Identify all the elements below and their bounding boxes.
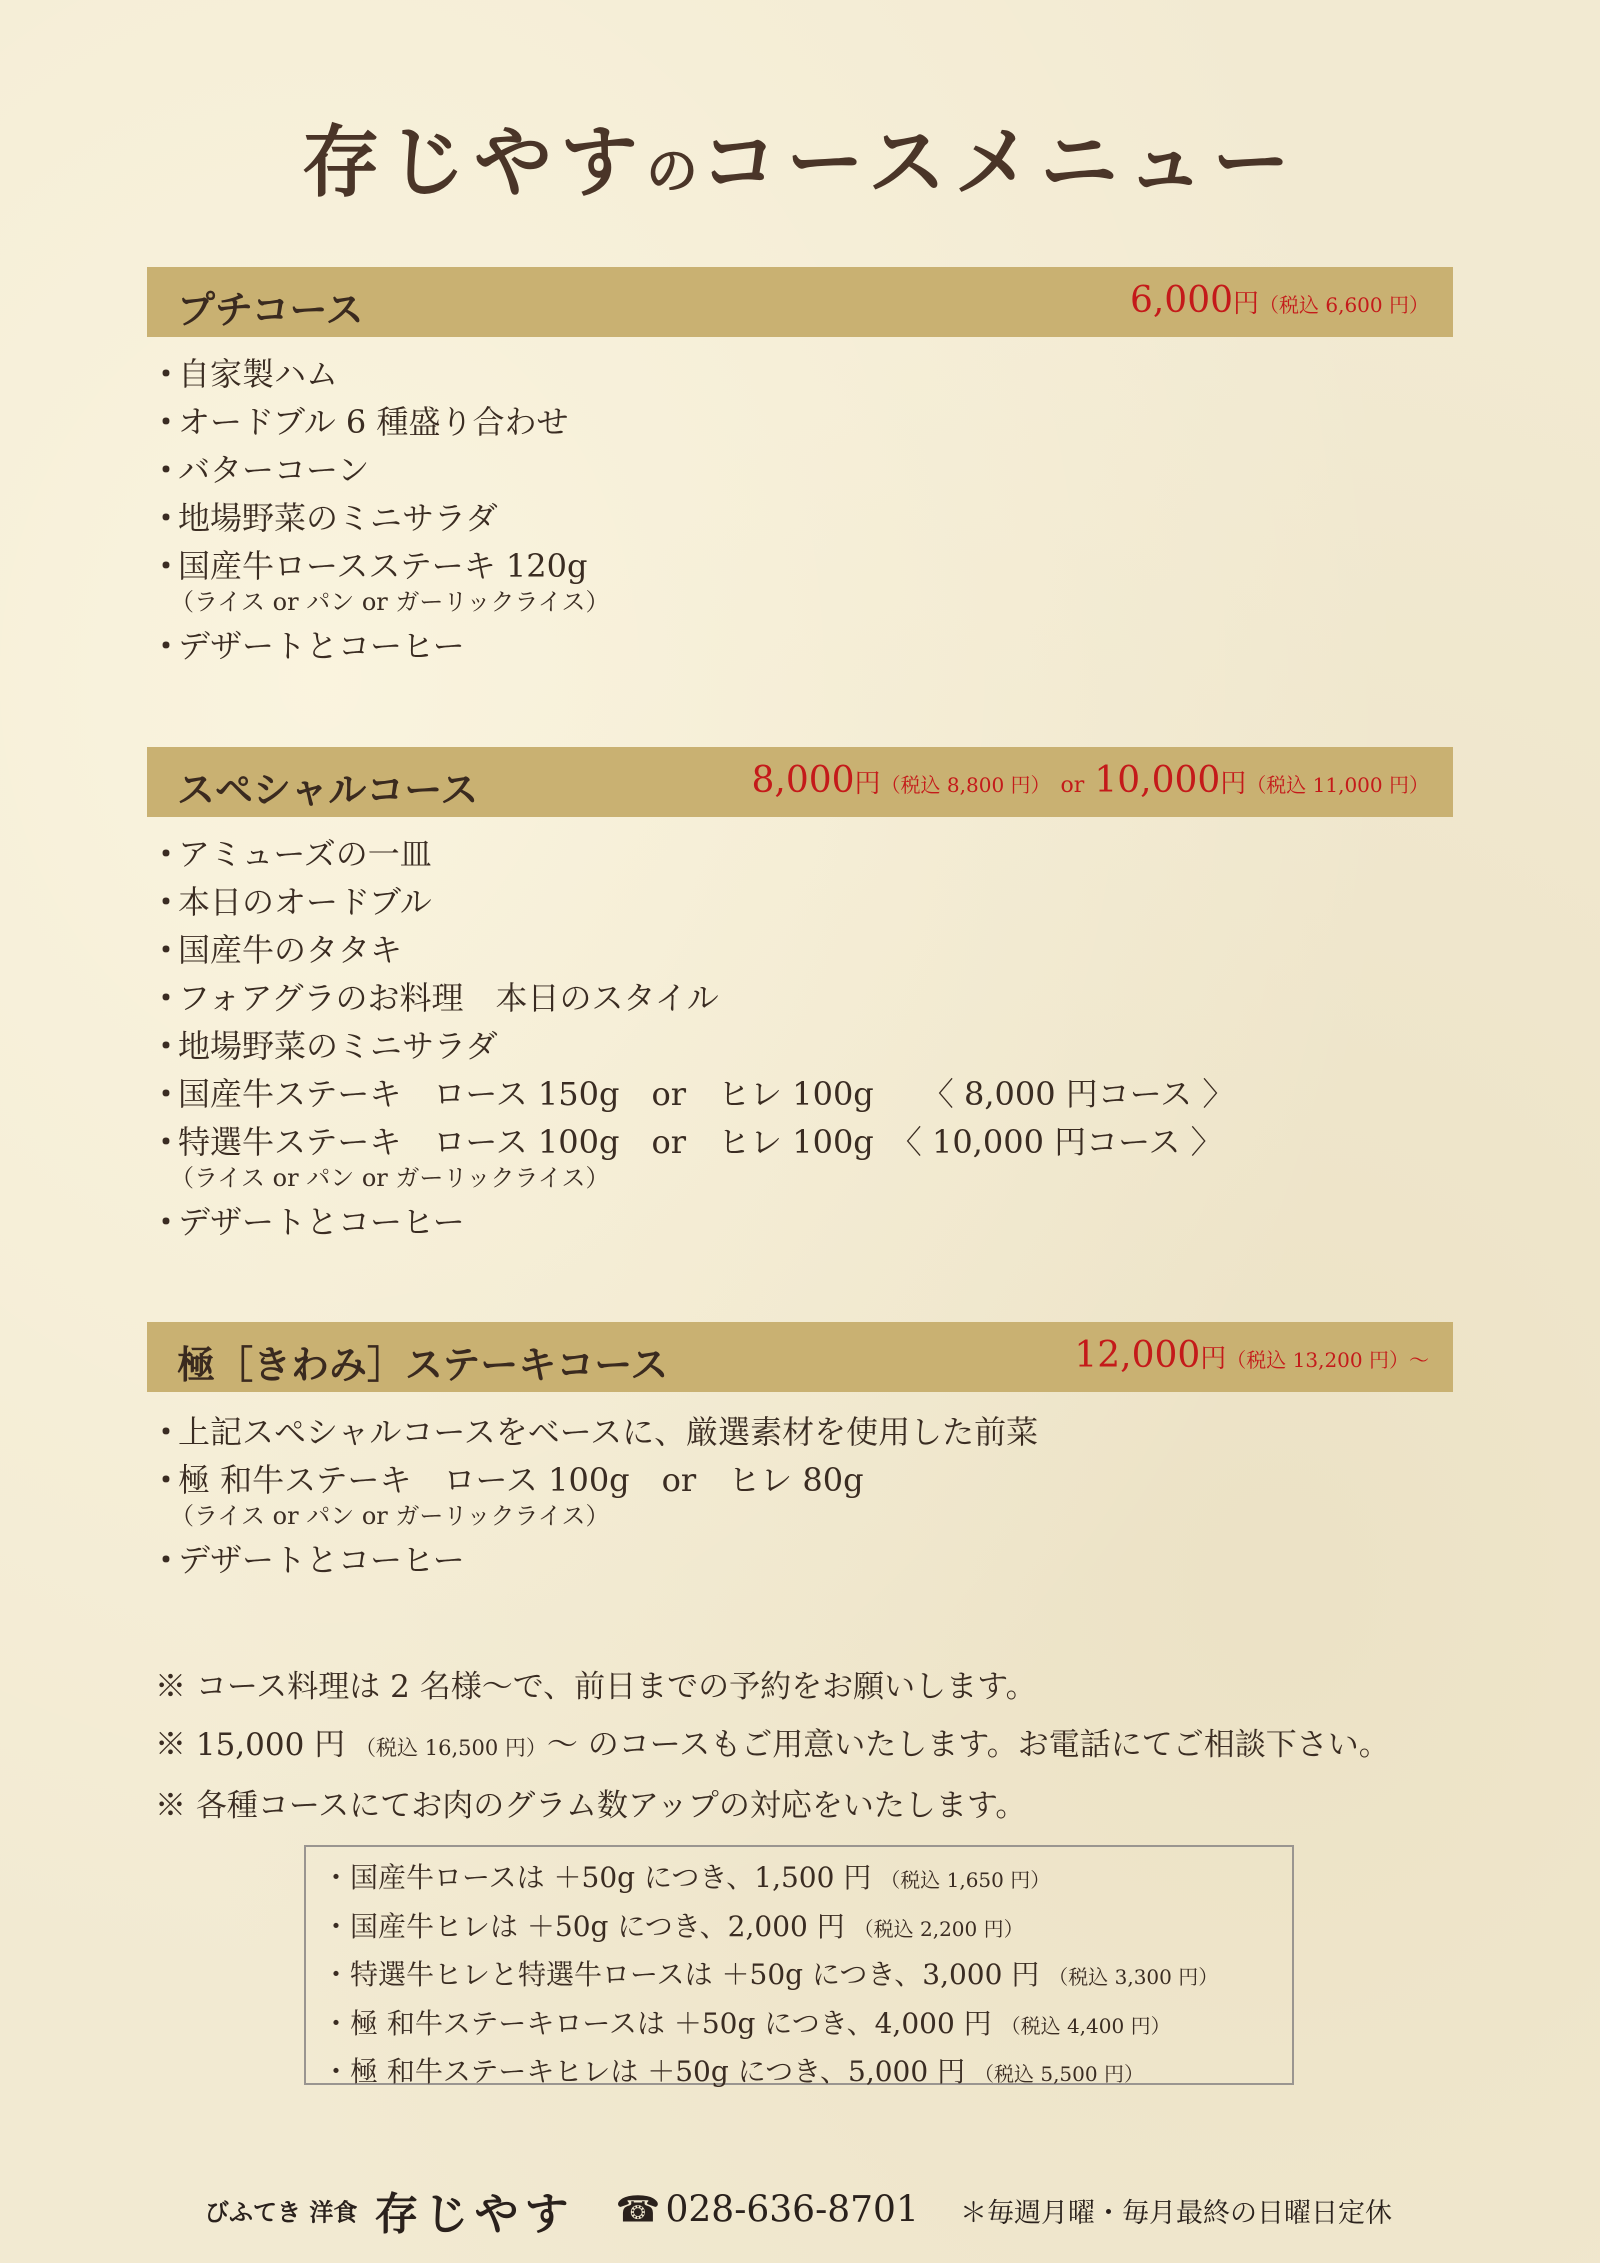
list-item: ・特選牛ステーキ ロース 100g or ヒレ 100g 〈 10,000 円コース 〉 (150, 1123, 1223, 1161)
note: ※ 15,000 円 （税込 16,500 円）〜 のコースもご用意いたします。お電話にてご相談下さい。 (155, 1727, 1390, 1763)
phone-icon: ☎ (615, 2189, 661, 2231)
list-item: ・上記スペシャルコースをベースに、厳選素材を使用した前菜 (150, 1413, 1039, 1451)
list-item: ・国産牛ステーキ ロース 150g or ヒレ 100g 〈 8,000 円コース 〉 (150, 1075, 1235, 1113)
side-choice: （ライス or パン or ガーリックライス） (170, 588, 610, 616)
list-item: ・極 和牛ステーキ ロース 100g or ヒレ 80g (150, 1461, 864, 1499)
note: ※ コース料理は 2 名様〜で、前日までの予約をお願いします。 (155, 1669, 1037, 1705)
course-name: プチコース (177, 287, 364, 332)
kiwami-course-items (150, 1408, 1038, 1584)
petit-course-items (150, 350, 609, 670)
list-item: ・地場野菜のミニサラダ (150, 499, 498, 537)
note: ※ 各種コースにてお肉のグラム数アップの対応をいたします。 (155, 1788, 1027, 1824)
upgrade-row: ・国産牛ロースは ＋50g につき、1,500 円 （税込 1,650 円） (322, 1861, 1051, 1894)
course-price: 12,000円（税込 13,200 円）〜 (1074, 1335, 1429, 1376)
list-item: ・国産牛のタタキ (150, 931, 403, 969)
course-name: 極［きわみ］ステーキコース (177, 1342, 669, 1387)
kiwami-course-header (147, 1322, 1453, 1392)
special-course-items (150, 830, 1234, 1246)
list-item: ・デザートとコーヒー (150, 1541, 465, 1579)
upgrade-row: ・国産牛ヒレは ＋50g につき、2,000 円 （税込 2,200 円） (322, 1909, 1024, 1943)
list-item: ・デザートとコーヒー (150, 1203, 465, 1241)
page-title: 存じやすのコースメニュー (301, 117, 1299, 208)
upgrade-row: ・極 和牛ステーキロースは ＋50g につき、4,000 円 （税込 4,400 円） (322, 2006, 1171, 2040)
list-item: ・オードブル 6 種盛り合わせ (150, 403, 569, 441)
footer (205, 2178, 1392, 2242)
list-item: ・国産牛ロースステーキ 120g (150, 547, 588, 585)
petit-course-header (147, 267, 1453, 337)
list-item: ・フォアグラのお料理 本日のスタイル (150, 979, 719, 1017)
holiday-note: ＊毎週月曜・毎月最終の日曜日定休 (959, 2197, 1392, 2229)
side-choice: （ライス or パン or ガーリックライス） (170, 1164, 610, 1192)
upgrade-row: ・極 和牛ステーキヒレは ＋50g につき、5,000 円 （税込 5,500 円） (322, 2055, 1144, 2088)
list-item: ・自家製ハム (150, 355, 339, 393)
phone-number: 028-636-8701 (665, 2189, 919, 2231)
list-item: ・デザートとコーヒー (150, 627, 465, 665)
course-name: スペシャルコース (177, 767, 479, 812)
side-choice: （ライス or パン or ガーリックライス） (170, 1502, 610, 1530)
course-price: 8,000円（税込 8,800 円） or 10,000円（税込 11,000 円） (751, 760, 1429, 801)
special-course-header (147, 747, 1453, 817)
upgrade-box (304, 1845, 1294, 2088)
list-item: ・バターコーン (150, 451, 370, 489)
upgrade-row: ・特選牛ヒレと特選牛ロースは ＋50g につき、3,000 円 （税込 3,300 円） (322, 1958, 1219, 1991)
course-price: 6,000円（税込 6,600 円） (1129, 280, 1429, 321)
shop-logo: 存じやす (374, 2189, 575, 2240)
list-item: ・アミューズの一皿 (150, 835, 432, 873)
notes (155, 1658, 1390, 1835)
shop-category: びふてき 洋食 (205, 2197, 358, 2227)
list-item: ・本日のオードブル (150, 883, 432, 921)
list-item: ・地場野菜のミニサラダ (150, 1027, 498, 1065)
